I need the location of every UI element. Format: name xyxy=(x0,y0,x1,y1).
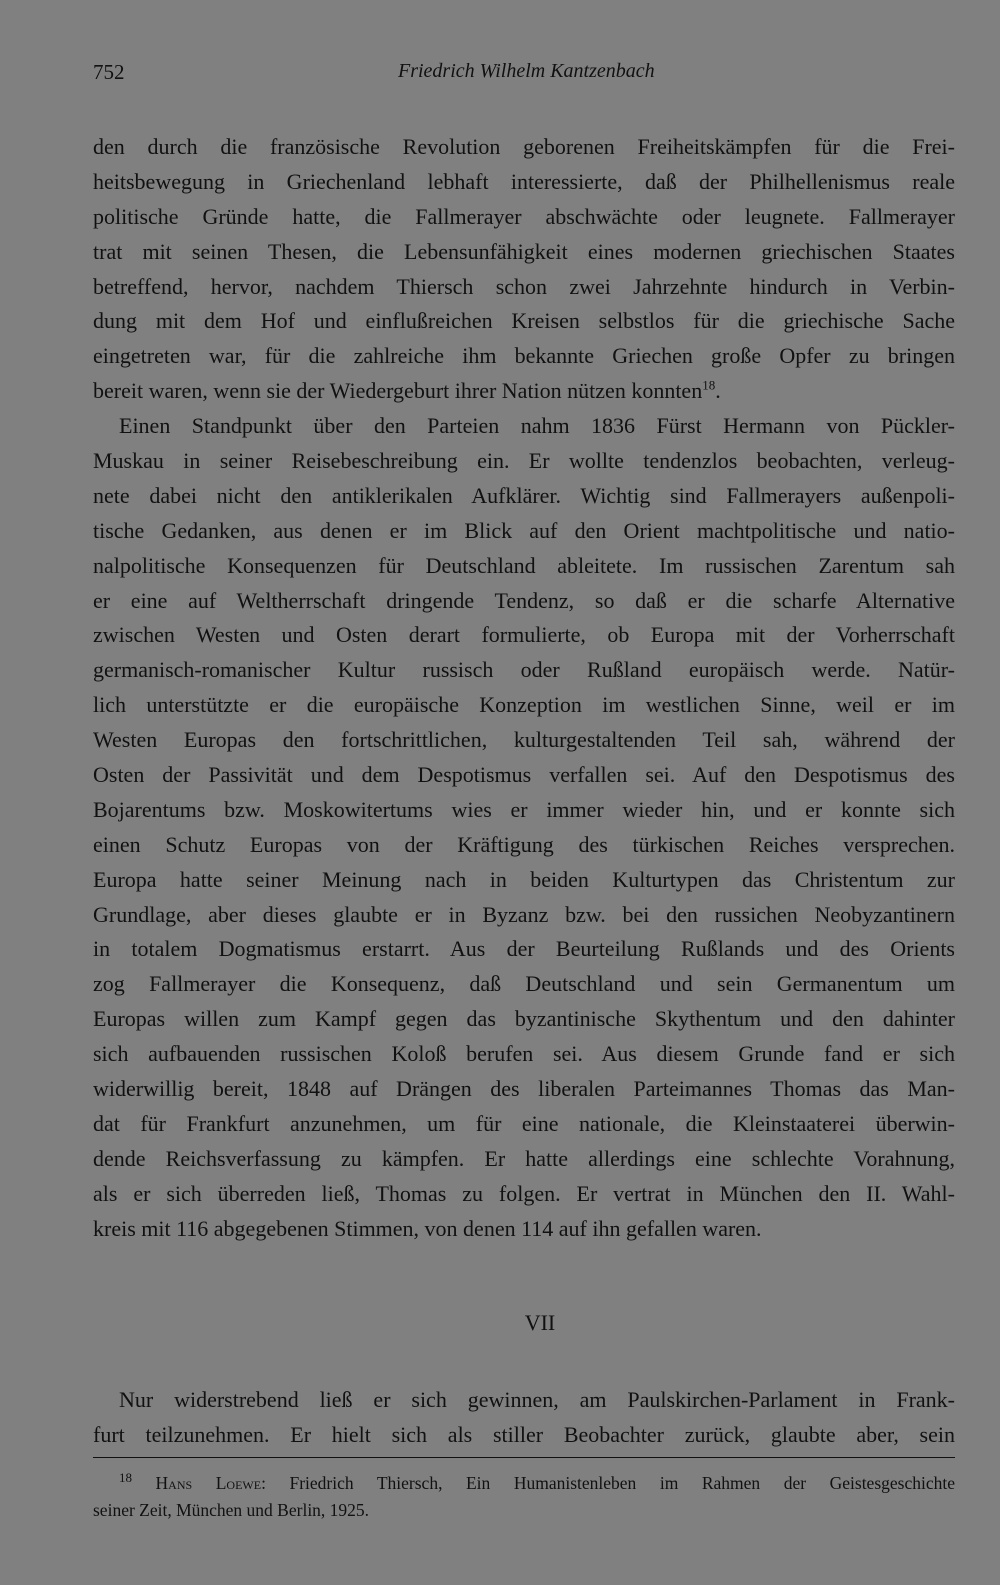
text-line: lich unterstützte er die europäische Konzeption im westlichen Sinne, weil er im xyxy=(93,692,955,718)
body-text xyxy=(93,130,955,1247)
text-line: nalpolitische Konsequenzen für Deutschland ableitete. Im russischen Zarentum sah xyxy=(93,552,955,578)
footnote-line xyxy=(93,1470,955,1497)
text-line: Europa hatte seiner Meinung nach in beiden Kulturtypen das Christentum zur xyxy=(93,866,955,892)
text-line: Europas willen zum Kampf gegen das byzantinische Skythentum und den dahinter xyxy=(93,1006,955,1032)
text-line: eingetreten war, für die zahlreiche ihm bekannte Griechen große Opfer zu bringen xyxy=(93,343,955,369)
text-line: Einen Standpunkt über den Parteien nahm 1836 Fürst Hermann von Pückler- xyxy=(119,413,955,439)
running-title: Friedrich Wilhelm Kantzenbach xyxy=(398,60,655,82)
footnote-number: 18 xyxy=(119,1470,132,1486)
footnote-text: : Friedrich Thiersch, Ein Humanistenleben im Rahmen der Geistesgeschichte xyxy=(261,1473,955,1493)
text-line: Westen Europas den fortschrittlichen, kulturgestaltenden Teil sah, während der xyxy=(93,727,955,753)
text-line: tische Gedanken, aus denen er im Blick auf den Orient machtpolitische und natio- xyxy=(93,517,955,543)
text-line: germanisch-romanischer Kultur russisch oder Rußland europäisch werde. Natür- xyxy=(93,657,955,683)
text-line xyxy=(93,374,955,409)
text-line: dung mit dem Hof und einflußreichen Kreisen selbstlos für die griechische Sache xyxy=(93,308,955,334)
text-line: kreis mit 116 abgegebenen Stimmen, von denen 114 auf ihn gefallen waren. xyxy=(93,1215,762,1241)
text-line: furt teilzunehmen. Er hielt sich als stiller Beobachter zurück, glaubte aber, sein xyxy=(93,1422,955,1447)
text-line: sich aufbauenden russischen Koloß berufen sei. Aus diesem Grunde fand er sich xyxy=(93,1041,955,1067)
body-text-continued xyxy=(93,1382,955,1452)
text-line: Muskau in seiner Reisebeschreibung ein. Er wollte tendenzlos beobachten, verleug- xyxy=(93,448,955,474)
text-line: einen Schutz Europas von der Kräftigung des türkischen Reiches versprechen. xyxy=(93,831,955,857)
text-line: Osten der Passivität und dem Despotismus verfallen sei. Auf den Despotismus des xyxy=(93,762,955,788)
text-line: er eine auf Weltherrschaft dringende Tendenz, so daß er die scharfe Alternative xyxy=(93,587,955,613)
footnote-author: Hans Loewe xyxy=(155,1473,262,1493)
text-line: zwischen Westen und Osten derart formulierte, ob Europa mit der Vorherrschaft xyxy=(93,622,955,648)
text-fragment: . xyxy=(715,378,721,404)
text-line: widerwillig bereit, 1848 auf Drängen des liberalen Parteimannes Thomas das Man- xyxy=(93,1076,955,1102)
text-line: den durch die französische Revolution geborenen Freiheitskämpfen für die Frei- xyxy=(93,134,955,159)
text-line: trat mit seinen Thesen, die Lebensunfähigkeit eines modernen griechischen Staates xyxy=(93,238,955,264)
text-line: in totalem Dogmatismus erstarrt. Aus der Beurteilung Rußlands und des Orients xyxy=(93,936,955,962)
footnote xyxy=(93,1470,955,1524)
text-line: zog Fallmerayer die Konsequenz, daß Deutschland und sein Germanentum um xyxy=(93,971,955,997)
page-number: 752 xyxy=(93,60,125,84)
text-line: Bojarentums bzw. Moskowitertums wies er immer wieder hin, und er konnte sich xyxy=(93,796,955,822)
footnote-line: seiner Zeit, München und Berlin, 1925. xyxy=(93,1500,370,1520)
text-line: Nur widerstrebend ließ er sich gewinnen, am Paulskirchen-Parlament in Frank- xyxy=(119,1387,955,1412)
text-line: dat für Frankfurt anzunehmen, um für eine nationale, die Kleinstaaterei überwin- xyxy=(93,1110,955,1136)
text-fragment: bereit waren, wenn sie der Wiedergeburt ihrer Nation nützen konnten xyxy=(93,378,703,404)
text-line: als er sich überreden ließ, Thomas zu folgen. Er vertrat in München den II. Wahl- xyxy=(93,1180,955,1206)
page-header xyxy=(93,60,693,96)
text-line: heitsbewegung in Griechenland lebhaft interessierte, daß der Philhellenismus reale xyxy=(93,168,955,194)
text-line: nete dabei nicht den antiklerikalen Aufklärer. Wichtig sind Fallmerayers außenpoli- xyxy=(93,482,955,508)
footnote-divider xyxy=(93,1457,955,1458)
text-line: Grundlage, aber dieses glaubte er in Byzanz bzw. bei den russichen Neobyzantinern xyxy=(93,901,955,927)
text-line: betreffend, hervor, nachdem Thiersch schon zwei Jahrzehnte hindurch in Verbin- xyxy=(93,273,955,299)
section-number: VII xyxy=(524,1310,556,1335)
text-line: politische Gründe hatte, die Fallmerayer abschwächte oder leugnete. Fallmerayer xyxy=(93,203,955,229)
section-heading xyxy=(0,1310,1000,1336)
footnote-reference[interactable]: 18 xyxy=(702,377,716,393)
text-line: dende Reichsverfassung zu kämpfen. Er hatte allerdings eine schlechte Vorahnung, xyxy=(93,1145,955,1171)
